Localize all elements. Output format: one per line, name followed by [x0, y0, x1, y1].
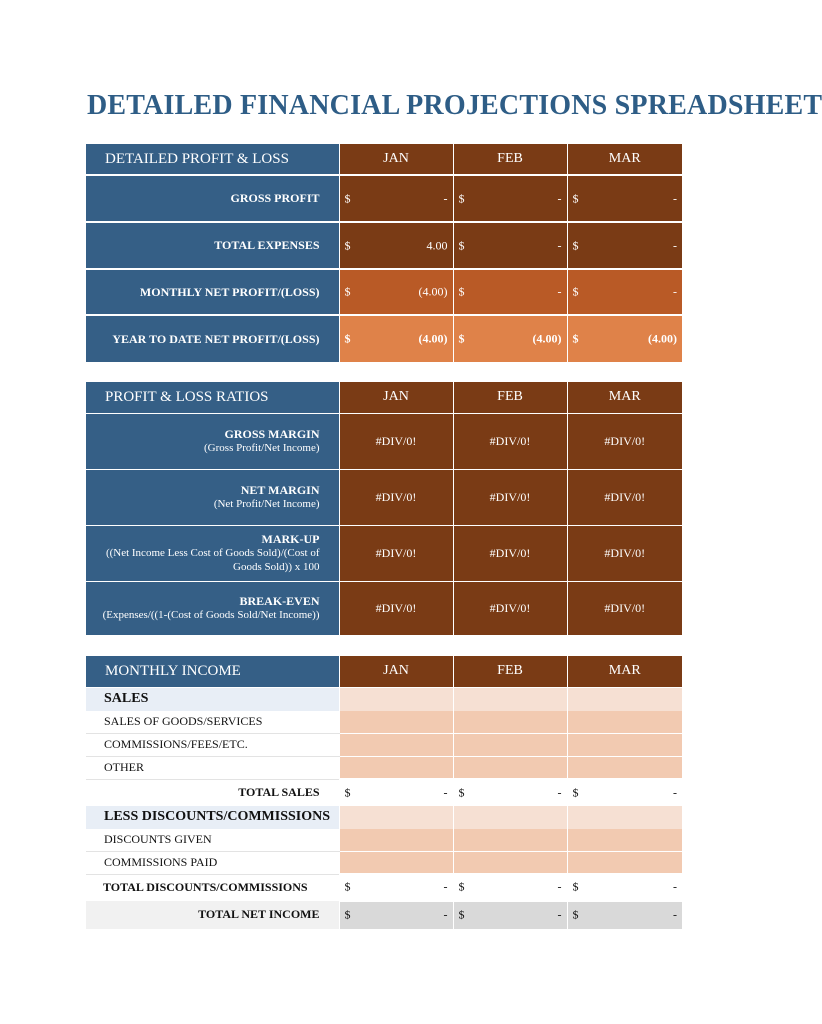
commissions-paid-label: COMMISSIONS PAID: [86, 851, 339, 874]
monthly-net-feb[interactable]: $ -: [453, 269, 567, 315]
commissions-fees-label: COMMISSIONS/FEES/ETC.: [86, 733, 339, 756]
break-even-mar[interactable]: #DIV/0!: [567, 581, 682, 635]
monthly-income-table: [86, 656, 682, 929]
input-cell[interactable]: [453, 851, 567, 874]
table-row: [86, 779, 682, 806]
total-expenses-label: TOTAL EXPENSES: [86, 222, 339, 269]
mark-up-jan[interactable]: #DIV/0!: [339, 525, 453, 581]
total-expenses-mar[interactable]: $ -: [567, 222, 682, 269]
month-header-jan: JAN: [339, 144, 453, 175]
ytd-net-label: YEAR TO DATE NET PROFIT/(LOSS): [86, 315, 339, 362]
ytd-net-jan[interactable]: $ (4.00): [339, 315, 453, 362]
ratio-name: MARK-UP: [261, 532, 320, 546]
input-cell[interactable]: [453, 711, 567, 734]
input-cell[interactable]: [567, 756, 682, 779]
table-row: [86, 901, 682, 929]
month-header-mar: MAR: [567, 382, 682, 413]
input-cell[interactable]: [339, 851, 453, 874]
mark-up-label: [86, 525, 339, 581]
profit-loss-table: [86, 144, 682, 362]
monthly-net-jan[interactable]: $ (4.00): [339, 269, 453, 315]
table-row: [86, 756, 682, 779]
input-cell[interactable]: [567, 711, 682, 734]
table-row: [86, 175, 682, 222]
month-header-jan: JAN: [339, 656, 453, 687]
page-title: DETAILED FINANCIAL PROJECTIONS SPREADSHEET: [87, 90, 822, 121]
monthly-net-label: MONTHLY NET PROFIT/(LOSS): [86, 269, 339, 315]
ratio-name: NET MARGIN: [240, 483, 320, 497]
input-cell[interactable]: [339, 733, 453, 756]
ratios-header: PROFIT & LOSS RATIOS: [86, 382, 339, 413]
ytd-net-mar[interactable]: $ (4.00): [567, 315, 682, 362]
gross-profit-label: GROSS PROFIT: [86, 175, 339, 222]
section-cell: [339, 687, 453, 711]
gross-margin-label: [86, 413, 339, 469]
sales-goods-label: SALES OF GOODS/SERVICES: [86, 711, 339, 734]
total-sales-label: TOTAL SALES: [86, 779, 339, 806]
input-cell[interactable]: [453, 829, 567, 852]
total-discounts-mar[interactable]: $ -: [567, 874, 682, 901]
input-cell[interactable]: [567, 851, 682, 874]
total-discounts-label: TOTAL DISCOUNTS/COMMISSIONS: [86, 874, 339, 901]
ratio-desc: ((Net Income Less Cost of Goods Sold)/(Cost of Goods Sold)) x 100: [105, 547, 320, 573]
table-row: [86, 222, 682, 269]
table-row: [86, 733, 682, 756]
break-even-feb[interactable]: #DIV/0!: [453, 581, 567, 635]
table-row: [86, 469, 682, 525]
section-cell: [339, 806, 453, 829]
gross-margin-jan[interactable]: #DIV/0!: [339, 413, 453, 469]
monthly-income-header: MONTHLY INCOME: [86, 656, 339, 687]
other-income-label: OTHER: [86, 756, 339, 779]
section-cell: [567, 687, 682, 711]
total-discounts-feb[interactable]: $ -: [453, 874, 567, 901]
ratio-name: GROSS MARGIN: [224, 427, 320, 441]
month-header-feb: FEB: [453, 382, 567, 413]
total-net-income-mar[interactable]: $ -: [567, 901, 682, 929]
break-even-label: [86, 581, 339, 635]
month-header-feb: FEB: [453, 656, 567, 687]
table-row: [86, 315, 682, 362]
ratio-desc: (Gross Profit/Net Income): [204, 442, 320, 454]
month-header-mar: MAR: [567, 656, 682, 687]
section-row: [86, 687, 682, 711]
input-cell[interactable]: [567, 829, 682, 852]
table-row: [86, 525, 682, 581]
ratio-desc: (Net Profit/Net Income): [213, 498, 320, 510]
net-margin-feb[interactable]: #DIV/0!: [453, 469, 567, 525]
break-even-jan[interactable]: #DIV/0!: [339, 581, 453, 635]
mark-up-feb[interactable]: #DIV/0!: [453, 525, 567, 581]
discounts-section-label: LESS DISCOUNTS/COMMISSIONS: [86, 806, 339, 829]
input-cell[interactable]: [339, 829, 453, 852]
total-net-income-jan[interactable]: $ -: [339, 901, 453, 929]
total-expenses-jan[interactable]: $ 4.00: [339, 222, 453, 269]
net-margin-label: [86, 469, 339, 525]
ratio-desc: (Expenses/((1-(Cost of Goods Sold/Net Income)): [102, 609, 320, 622]
table-row: [86, 413, 682, 469]
section-cell: [453, 687, 567, 711]
ratio-name: BREAK-EVEN: [239, 594, 320, 609]
month-header-feb: FEB: [453, 144, 567, 175]
discounts-given-label: DISCOUNTS GIVEN: [86, 829, 339, 852]
input-cell[interactable]: [453, 733, 567, 756]
ytd-net-feb[interactable]: $ (4.00): [453, 315, 567, 362]
table-row: [86, 581, 682, 635]
input-cell[interactable]: [339, 756, 453, 779]
profit-loss-header: DETAILED PROFIT & LOSS: [86, 144, 339, 175]
gross-profit-feb[interactable]: $ -: [453, 175, 567, 222]
total-net-income-feb[interactable]: $ -: [453, 901, 567, 929]
table-row: [86, 269, 682, 315]
gross-margin-feb[interactable]: #DIV/0!: [453, 413, 567, 469]
month-header-mar: MAR: [567, 144, 682, 175]
total-sales-mar[interactable]: $ -: [567, 779, 682, 806]
table-row: [86, 851, 682, 874]
section-cell: [453, 806, 567, 829]
section-cell: [567, 806, 682, 829]
ratios-table: [86, 382, 682, 635]
input-cell[interactable]: [339, 711, 453, 734]
mark-up-mar[interactable]: #DIV/0!: [567, 525, 682, 581]
input-cell[interactable]: [567, 733, 682, 756]
sales-section-label: SALES: [86, 687, 339, 711]
input-cell[interactable]: [453, 756, 567, 779]
monthly-net-mar[interactable]: $ -: [567, 269, 682, 315]
total-sales-jan[interactable]: $ -: [339, 779, 453, 806]
section-row: [86, 806, 682, 829]
net-margin-jan[interactable]: #DIV/0!: [339, 469, 453, 525]
table-row: [86, 874, 682, 901]
net-margin-mar[interactable]: #DIV/0!: [567, 469, 682, 525]
total-net-income-label: TOTAL NET INCOME: [86, 901, 339, 929]
month-header-jan: JAN: [339, 382, 453, 413]
total-discounts-jan[interactable]: $ -: [339, 874, 453, 901]
gross-profit-mar[interactable]: $ -: [567, 175, 682, 222]
table-row: [86, 829, 682, 852]
total-sales-feb[interactable]: $ -: [453, 779, 567, 806]
gross-margin-mar[interactable]: #DIV/0!: [567, 413, 682, 469]
gross-profit-jan[interactable]: $ -: [339, 175, 453, 222]
total-expenses-feb[interactable]: $ -: [453, 222, 567, 269]
table-row: [86, 711, 682, 734]
